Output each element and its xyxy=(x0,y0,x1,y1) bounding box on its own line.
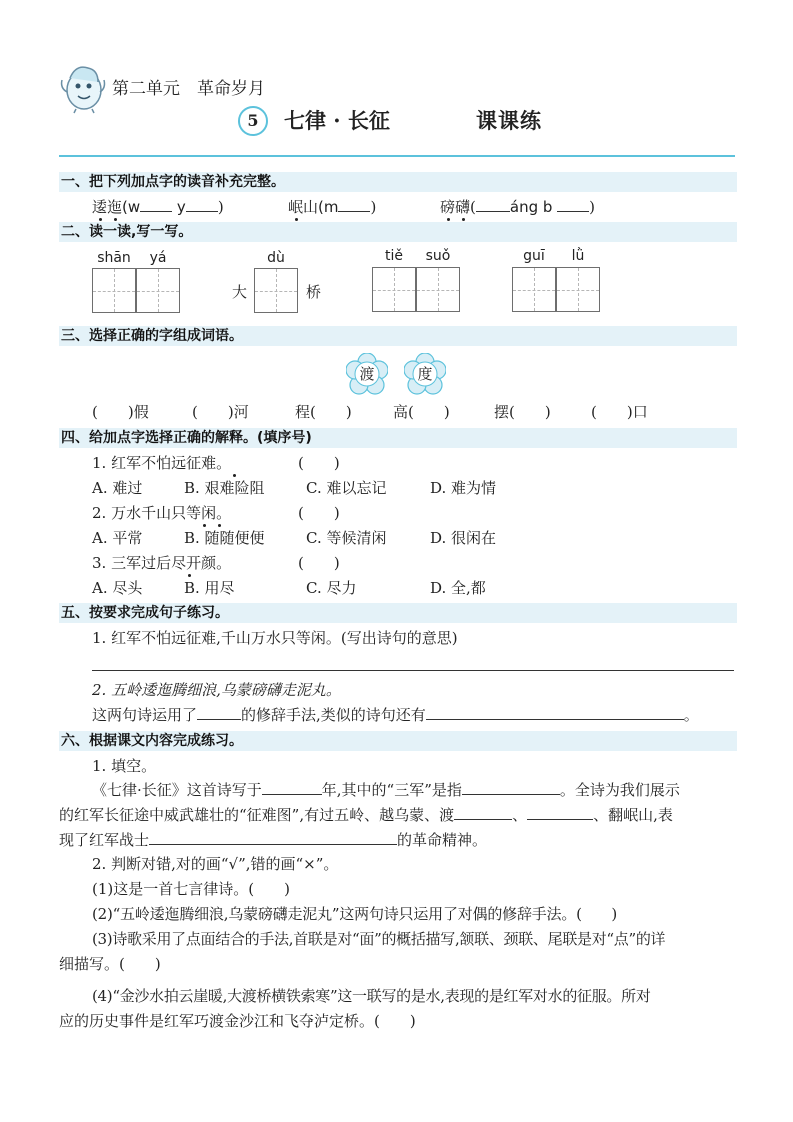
option[interactable]: C. 等候清闲 xyxy=(306,529,387,547)
sub-heading: 1. 填空。 xyxy=(92,757,157,775)
fill-text: 《七律·长征》这首诗写于 xyxy=(92,781,262,799)
mascot-logo xyxy=(58,58,108,114)
lesson-title: 七律 · 长征 xyxy=(284,108,390,133)
section-heading-2: 二、读一读,写一写。 xyxy=(59,222,737,242)
page-tag: 课课练 xyxy=(476,109,542,133)
option[interactable]: C. 尽力 xyxy=(306,579,357,597)
fill-text: 这两句诗运用了 xyxy=(92,706,198,724)
header-divider xyxy=(59,155,735,157)
item-word: 逶迤 xyxy=(92,198,123,216)
option[interactable]: A. 难过 xyxy=(92,479,143,497)
rhetoric-fill xyxy=(92,704,699,726)
word-blank[interactable]: 程( ) xyxy=(295,403,352,421)
pinyin-label: suǒ xyxy=(425,248,451,264)
answer-blank[interactable] xyxy=(557,196,589,212)
fill-text: 。全诗为我们展示 xyxy=(559,781,680,799)
writing-box[interactable] xyxy=(254,268,298,313)
option[interactable]: B. 随随便便 xyxy=(184,529,265,547)
phonetic-item-2 xyxy=(288,196,376,218)
option[interactable]: D. 难为情 xyxy=(430,479,497,497)
sentence-question-1: 1. 红军不怕远征难,千山万水只等闲。(写出诗句的意思) xyxy=(92,629,458,647)
answer-paren[interactable]: ( ) xyxy=(298,554,340,572)
pinyin-label: tiě xyxy=(385,248,403,264)
answer-blank[interactable] xyxy=(462,779,560,795)
answer-paren[interactable]: ( ) xyxy=(298,504,340,522)
section-heading-4: 四、给加点字选择正确的解释。(填序号) xyxy=(59,428,737,448)
fill-text: 。 xyxy=(683,706,699,724)
item-close: ) xyxy=(589,198,596,216)
judge-item-4-cont: 应的历史事件是红军巧渡金沙江和飞夺泸定桥。( ) xyxy=(59,1012,416,1030)
option[interactable]: B. 艰难险阻 xyxy=(184,479,265,497)
writing-box[interactable] xyxy=(136,268,180,313)
answer-blank[interactable] xyxy=(454,804,512,820)
fill-text: 、翻岷山,表 xyxy=(593,806,673,824)
emphasis-dot xyxy=(295,218,298,221)
pinyin-label: lǜ xyxy=(571,248,585,264)
choice-char: 渡 xyxy=(359,365,375,383)
pinyin-label: yá xyxy=(149,250,167,266)
given-char: 桥 xyxy=(306,283,322,301)
item-word: 岷山 xyxy=(288,198,319,216)
section-heading-6: 六、根据课文内容完成练习。 xyxy=(59,731,737,751)
lesson-number-badge xyxy=(238,106,268,136)
emphasis-dot xyxy=(447,218,450,221)
fill-text: 的革命精神。 xyxy=(397,831,488,849)
section-heading-1: 一、把下列加点字的读音补充完整。 xyxy=(59,172,737,192)
option[interactable]: D. 很闲在 xyxy=(430,529,497,547)
fill-line-3 xyxy=(59,829,487,851)
item-mid: y xyxy=(176,198,186,216)
phonetic-item-3 xyxy=(440,196,595,218)
writing-box[interactable] xyxy=(372,267,416,312)
given-char: 大 xyxy=(232,283,248,301)
choice-flower-1 xyxy=(346,353,388,395)
answer-blank[interactable] xyxy=(140,196,172,212)
word-blank[interactable]: 高( ) xyxy=(393,403,450,421)
section-heading-3: 三、选择正确的字组成词语。 xyxy=(59,326,737,346)
answer-blank[interactable] xyxy=(426,704,684,720)
option[interactable]: D. 全,都 xyxy=(430,579,486,597)
fill-line-1 xyxy=(92,779,680,801)
pinyin-label: guī xyxy=(523,248,545,264)
fill-text: 的红军长征途中威武雄壮的“征难图”,有过五岭、越乌蒙、渡 xyxy=(59,806,455,824)
answer-paren[interactable]: ( ) xyxy=(298,454,340,472)
judge-item-1[interactable]: (1)这是一首七言律诗。( ) xyxy=(92,880,290,898)
writing-box[interactable] xyxy=(556,267,600,312)
lesson-number: 5 xyxy=(247,111,259,130)
item-open: (w xyxy=(122,198,141,216)
judge-item-3[interactable]: (3)诗歌采用了点面结合的手法,首联是对“面”的概括描写,颔联、颈联、尾联是对“点”的详 xyxy=(92,930,666,948)
fill-text: 现了红军战士 xyxy=(59,831,150,849)
emphasis-dot xyxy=(99,218,102,221)
answer-blank[interactable] xyxy=(476,196,510,212)
word-blank[interactable]: ( )口 xyxy=(591,403,648,421)
section-heading-5: 五、按要求完成句子练习。 xyxy=(59,603,737,623)
unit-title: 第二单元 革命岁月 xyxy=(112,79,265,99)
answer-blank[interactable] xyxy=(527,804,593,820)
judge-item-3-cont: 细描写。( ) xyxy=(59,955,161,973)
judge-item-4[interactable]: (4)“金沙水拍云崖暖,大渡桥横铁索寒”这一联写的是水,表现的是红军对水的征服。所对 xyxy=(92,987,651,1005)
pinyin-label: shān xyxy=(97,250,131,266)
emphasis-dot xyxy=(462,218,465,221)
sub-heading: 2. 判断对错,对的画“√”,错的画“×”。 xyxy=(92,855,339,873)
option[interactable]: A. 尽头 xyxy=(92,579,143,597)
writing-box[interactable] xyxy=(512,267,556,312)
pinyin-label: dù xyxy=(267,250,285,266)
item-close: ) xyxy=(217,198,224,216)
judge-item-2[interactable]: (2)“五岭逶迤腾细浪,乌蒙磅礴走泥丸”这两句诗只运用了对偶的修辞手法。( ) xyxy=(92,905,618,923)
option[interactable]: B. 用尽 xyxy=(184,579,235,597)
answer-blank[interactable] xyxy=(338,196,370,212)
question-stem: 2. 万水千山只等闲。 xyxy=(92,504,232,522)
emphasis-dot xyxy=(114,218,117,221)
word-blank[interactable]: 摆( ) xyxy=(494,403,551,421)
item-open: ( xyxy=(470,198,476,216)
item-close: ) xyxy=(370,198,377,216)
fill-text: 的修辞手法,类似的诗句还有 xyxy=(241,706,426,724)
choice-char: 度 xyxy=(417,365,433,383)
question-stem: 3. 三军过后尽开颜。 xyxy=(92,554,232,572)
option[interactable]: A. 平常 xyxy=(92,529,143,547)
answer-blank[interactable] xyxy=(197,704,241,720)
word-blank[interactable]: ( )河 xyxy=(192,403,249,421)
question-stem: 1. 红军不怕远征难。 xyxy=(92,454,232,472)
fill-line-2 xyxy=(59,804,673,826)
fill-text: 年,其中的“三军”是指 xyxy=(321,781,462,799)
writing-box[interactable] xyxy=(416,267,460,312)
answer-line[interactable] xyxy=(92,670,734,671)
sentence-question-2: 2. 五岭逶迤腾细浪,乌蒙磅礴走泥丸。 xyxy=(92,681,341,699)
phonetic-item-1 xyxy=(92,196,224,218)
fill-text: 、 xyxy=(512,806,528,824)
item-mid: áng b xyxy=(509,198,553,216)
writing-box[interactable] xyxy=(92,268,136,313)
item-word: 磅礴 xyxy=(440,198,471,216)
choice-flower-2 xyxy=(404,353,446,395)
item-open: (m xyxy=(318,198,339,216)
option[interactable]: C. 难以忘记 xyxy=(306,479,387,497)
answer-blank[interactable] xyxy=(262,779,322,795)
word-blank[interactable]: ( )假 xyxy=(92,403,149,421)
answer-blank[interactable] xyxy=(186,196,218,212)
answer-blank[interactable] xyxy=(149,829,397,845)
